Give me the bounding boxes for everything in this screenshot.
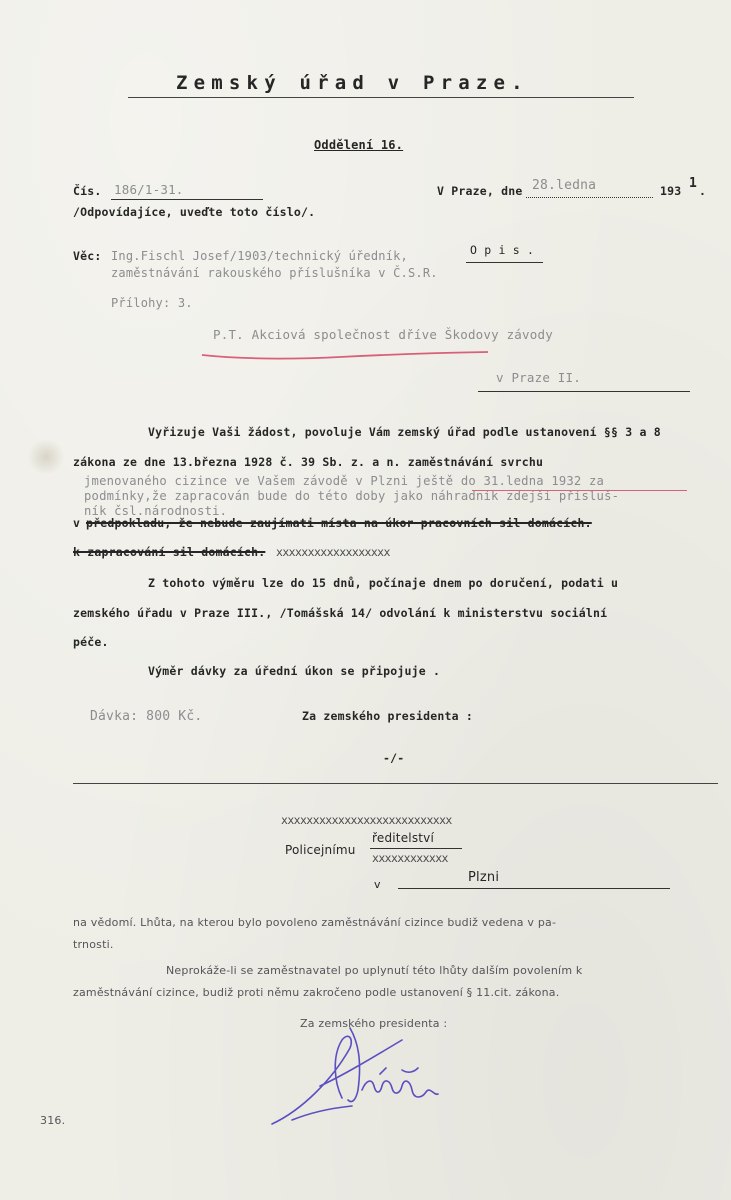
year-prefix: 193 xyxy=(660,184,682,198)
addressee-line xyxy=(478,391,690,392)
copy-mark-line xyxy=(466,262,543,263)
second-p1-line-2: trnosti. xyxy=(73,938,114,951)
body-p1-line-5-prefix: v xyxy=(73,516,81,530)
copy-mark: O p i s . xyxy=(470,243,535,257)
police-label: Policejnímu xyxy=(285,843,356,857)
reference-number-line xyxy=(111,199,263,200)
office-title: Zemský úřad v Praze. xyxy=(176,72,529,94)
body-p2-line-2: zemského úřadu v Praze III., /Tomášská 14/ odvolání k ministerstvu sociální xyxy=(73,606,608,620)
body-p3: Výměr dávky za úřední úkon se připojuje . xyxy=(148,664,441,678)
addressee-line-2: v Praze II. xyxy=(496,370,581,385)
reference-number: 186/1-31. xyxy=(114,182,184,197)
handwritten-signature xyxy=(262,1020,452,1130)
struck-heading: xxxxxxxxxxxxxxxxxxxxxxxxxxx xyxy=(281,813,452,827)
year-period: . xyxy=(699,184,707,198)
body-p1-line-1: Vyřizuje Vaši žádost, povoluje Vám zemský úřad podle ustanovení §§ 3 a 8 xyxy=(148,425,661,439)
attachments: Přílohy: 3. xyxy=(111,296,193,310)
date-line xyxy=(526,197,653,198)
office-struck: xxxxxxxxxxxx xyxy=(372,851,448,865)
red-pencil-underline xyxy=(200,345,490,365)
section-divider xyxy=(73,783,718,784)
body-p1-line-4: podmínky,že zapracován bude do této doby jako náhradník zdejší přísluš- xyxy=(84,489,620,503)
department-label: Oddělení 16. xyxy=(314,138,404,152)
office-word: ředitelství xyxy=(372,831,435,845)
title-underline xyxy=(128,97,634,98)
signature-mark: -/- xyxy=(383,751,405,765)
body-p1-line-4b: ník čsl.národnosti. xyxy=(84,504,228,518)
reply-note: /Odpovídajíce, uveďte toto číslo/. xyxy=(73,205,316,219)
body-p1-line-6-struck: k zapracování sil domácích. xyxy=(73,545,266,559)
body-p2-line-1: Z tohoto výměru lze do 15 dnů, počínaje dnem po doručení, podati u xyxy=(148,576,619,590)
second-p2-line-1: Neprokáže-li se zaměstnavatel po uplynutí této lhůty dalším povolením k xyxy=(166,964,583,977)
page-mark: 316. xyxy=(40,1114,66,1127)
body-p1-line-6-x: xxxxxxxxxxxxxxxxxx xyxy=(276,545,390,559)
body-p1-line-5-struck: předpokladu, že nebude zaujímati místa na úkor pracovních sil domácích. xyxy=(86,516,592,530)
subject-line-2: zaměstnávání rakouského příslušníka v Č.S.R. xyxy=(111,266,438,280)
fee-label: Dávka: 800 Kč. xyxy=(90,709,203,724)
addressee-line-1: P.T. Akciová společnost dříve Škodovy závody xyxy=(213,327,553,342)
year-suffix: 1 xyxy=(689,176,698,191)
reference-prefix: Čís. xyxy=(73,184,102,198)
subject-label: Věc: xyxy=(73,249,102,263)
body-p1-line-2: zákona ze dne 13.března 1928 č. 39 Sb. z. a n. zaměstnávání svrchu xyxy=(73,455,544,469)
signature-block-2: Za zemského presidenta : xyxy=(300,1017,448,1030)
body-p2-line-3: péče. xyxy=(73,635,109,649)
second-p2-line-2: zaměstnávání cizince, budiž proti němu zakročeno podle ustanovení § 11.cit. zákona. xyxy=(73,986,560,999)
subject-line-1: Ing.Fischl Josef/1903/technický úředník, xyxy=(111,249,408,263)
paper-stain xyxy=(26,440,66,474)
v-label: v xyxy=(374,878,381,891)
second-p1-line-1: na vědomí. Lhůta, na kterou bylo povoleno zaměstnávání cizince budiž vedena v pa- xyxy=(73,916,557,929)
signature-block-1: Za zemského presidenta : xyxy=(302,709,473,723)
city-name: Plzni xyxy=(468,870,500,885)
date-value: 28.ledna xyxy=(532,178,597,193)
city-line xyxy=(398,888,670,889)
body-p1-line-3: jmenovaného cizince ve Vašem závodě v Plzni ještě do 31.ledna 1932 za xyxy=(84,474,605,488)
place-date-prefix: V Praze, dne xyxy=(437,184,523,198)
office-underline xyxy=(370,848,462,849)
